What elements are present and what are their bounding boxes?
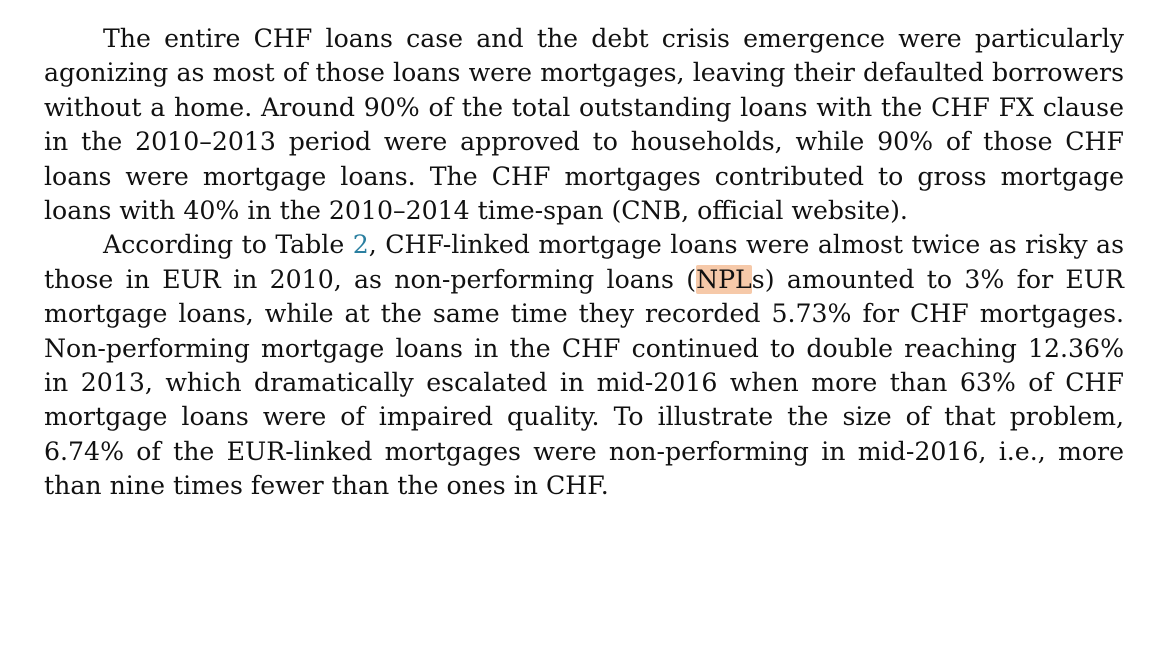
paragraph-text-segment: s) amounted to 3% for EUR mortgage loans, while at the same time they recorded 5.73% for CHF mortgages. Non-performing mortgage loans in the CHF continued to double reaching 12.36% in 2013, which dramatically escalated in mid-2016 when more than 63% of CHF mortgage loans were of impaired quality. To illustrate the size of that problem, 6.74% of the EUR-linked mortgages were non-performing in mid-2016, i.e., more than nine times fewer than the ones in CHF. (44, 264, 1124, 501)
npl-highlight[interactable]: NPL (696, 264, 752, 294)
table-2-link[interactable]: 2 (352, 230, 369, 260)
paragraph-text-segment: , CHF-linked mortgage loans were almost twice as risky as those in EUR in 2010, as non-performing loans ( (44, 230, 1124, 294)
paragraph-chf-loans-case: The entire CHF loans case and the debt crisis emergence were particularly agonizing as most of those loans were mortgages, leaving their defaulted borrowers without a home. Around 90% of the total outstanding loans with the CHF FX clause in the 2010–2013 period were approved to households, while 90% of those CHF loans were mortgage loans. The CHF mortgages contributed to gross mortgage loans with 40% in the 2010–2014 time-span (CNB, official website). (44, 24, 1124, 226)
paragraph-table-2-analysis (44, 228, 1124, 503)
document-page (44, 22, 1124, 504)
paragraph-text-segment: According to Table (103, 230, 353, 260)
